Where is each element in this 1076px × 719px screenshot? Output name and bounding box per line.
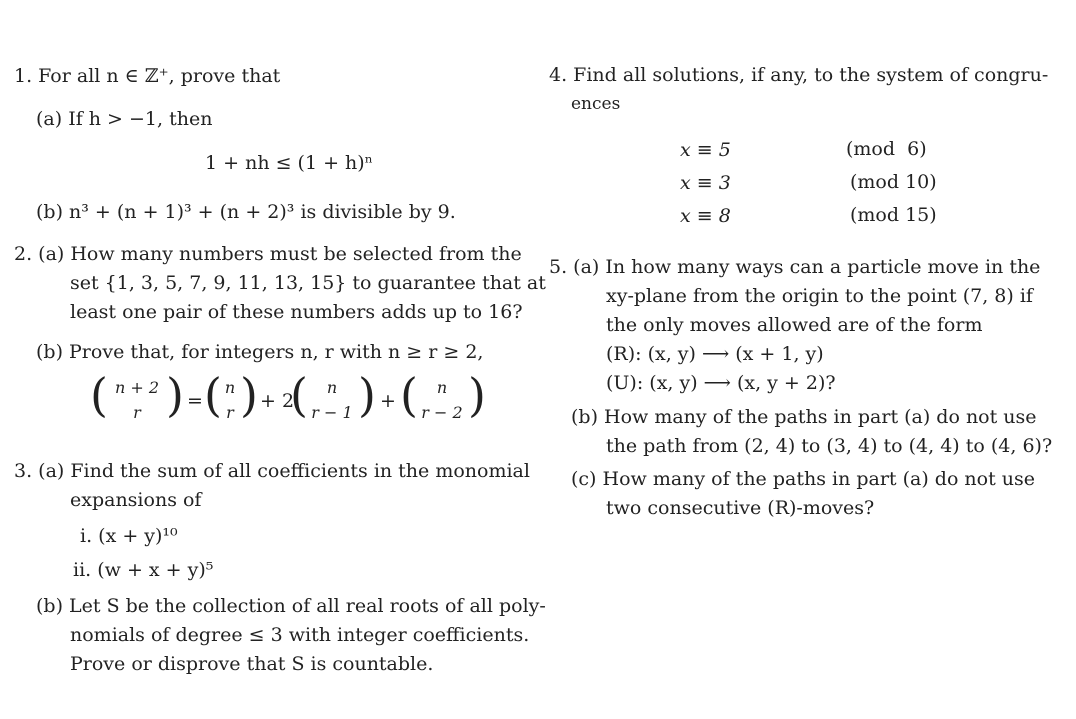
binom-4 [414, 378, 470, 422]
congruence-eq-1: x ≡ 5 [680, 139, 731, 161]
binom-3-bot: r − 1 [311, 403, 353, 423]
paren-left-1: ( [90, 368, 108, 422]
paren-right-2: ) [240, 368, 258, 422]
q5b-line1: (b) How many of the paths in part (a) do not use [571, 406, 1037, 428]
paren-left-3: ( [290, 368, 308, 422]
q1a-formula: 1 + nh ≤ (1 + h)ⁿ [205, 152, 373, 174]
q3a-item-i: i. (x + y)¹⁰ [80, 525, 178, 547]
q5a-line5: (U): (x, y) ⟶ (x, y + 2)? [606, 372, 836, 394]
binom-1-bot: r [133, 403, 141, 423]
q2a-line1: 2. (a) How many numbers must be selected from the [14, 243, 522, 265]
q5c-line1: (c) How many of the paths in part (a) do not use [571, 468, 1036, 490]
q1a-label: (a) If h > −1, then [36, 108, 213, 130]
q5a-line3: the only moves allowed are of the form [606, 314, 983, 336]
q2a-line2: set {1, 3, 5, 7, 9, 11, 13, 15} to guarantee that at [70, 272, 546, 294]
congruence-mod-1: (mod 6) [846, 138, 927, 160]
paren-left-2: ( [204, 368, 222, 422]
binom-2-top: n [224, 378, 236, 397]
paren-right-4: ) [468, 368, 486, 422]
congruence-mod-3: (mod 15) [850, 204, 937, 226]
q4-line1: 4. Find all solutions, if any, to the system of congru- [549, 64, 1049, 86]
binom-4-bot: r − 2 [421, 403, 463, 423]
q3b-line1: (b) Let S be the collection of all real roots of all poly- [36, 595, 546, 617]
binom-4-top: n [436, 378, 448, 397]
q5a-line4: (R): (x, y) ⟶ (x + 1, y) [606, 343, 824, 365]
congruence-eq-3: x ≡ 8 [680, 205, 731, 227]
congruence-eq-2: x ≡ 3 [680, 172, 731, 194]
plus-sign: + [380, 390, 396, 412]
q2a-line3: least one pair of these numbers adds up to 16? [70, 301, 523, 323]
equals-sign: = [187, 390, 203, 412]
q1-stem: 1. For all n ∈ ℤ⁺, prove that [14, 65, 281, 87]
q3a-item-ii: ii. (w + x + y)⁵ [73, 559, 214, 581]
binomial-identity [90, 368, 510, 438]
paren-right-3: ) [358, 368, 376, 422]
q5a-line1: 5. (a) In how many ways can a particle move in the [549, 256, 1041, 278]
q1b-label: (b) n³ + (n + 1)³ + (n + 2)³ is divisible by 9. [36, 201, 456, 223]
q3a-line2: expansions of [70, 489, 202, 511]
q3b-line3: Prove or disprove that S is countable. [70, 653, 434, 675]
binom-1-top: n + 2 [114, 378, 160, 397]
paren-right-1: ) [166, 368, 184, 422]
q5c-line2: two consecutive (R)-moves? [606, 497, 875, 519]
binom-2-bot: r [226, 403, 234, 423]
plus-two: + 2 [260, 390, 295, 412]
congruence-mod-2: (mod 10) [850, 171, 937, 193]
q3b-line2: nomials of degree ≤ 3 with integer coefficients. [70, 624, 530, 646]
paren-left-4: ( [400, 368, 418, 422]
q5a-line2: xy-plane from the origin to the point (7, 8) if [606, 285, 1033, 307]
binom-3 [304, 378, 360, 422]
q2b-label: (b) Prove that, for integers n, r with n ≥ r ≥ 2, [36, 341, 484, 363]
q5b-line2: the path from (2, 4) to (3, 4) to (4, 4) to (4, 6)? [606, 435, 1053, 457]
binom-1 [108, 378, 166, 422]
q4-line2: ences [571, 94, 621, 114]
binom-3-top: n [326, 378, 338, 397]
q3a-line1: 3. (a) Find the sum of all coefficients in the monomial [14, 460, 530, 482]
binom-2 [220, 378, 240, 422]
